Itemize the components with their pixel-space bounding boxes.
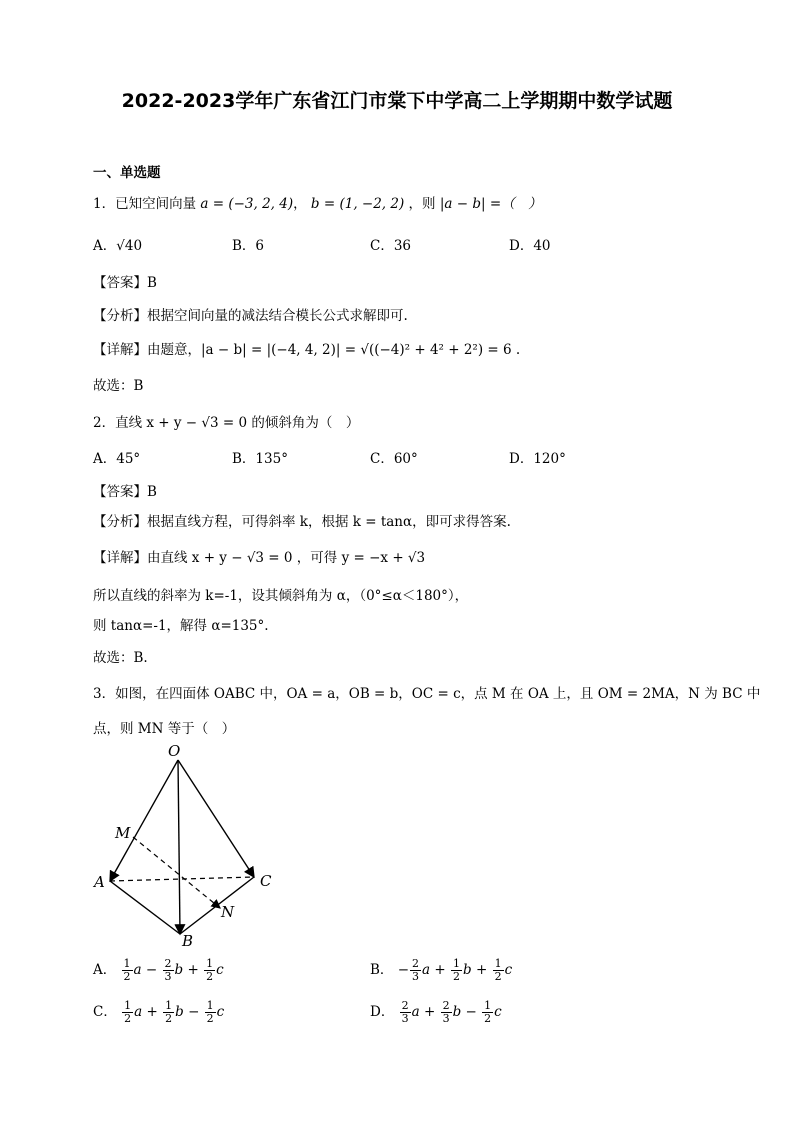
- frac: [400, 1000, 411, 1025]
- label-m: M: [115, 824, 131, 842]
- frac: [122, 1000, 133, 1025]
- frac-num: 2: [164, 957, 172, 970]
- q1-analysis: 【分析】根据空间向量的减法结合模长公式求解即可.: [93, 308, 408, 324]
- q2-analysis: 【分析】根据直线方程，可得斜率 k，根据 k = tanα，即可求得答案.: [93, 514, 511, 530]
- frac-den: 2: [453, 970, 460, 983]
- frac-num: 1: [123, 957, 131, 970]
- q1-option-b: B．6: [232, 238, 265, 254]
- frac-num: 1: [206, 957, 214, 970]
- sign: +: [146, 1004, 158, 1020]
- sign: −: [465, 1004, 477, 1020]
- frac-num: 1: [453, 957, 460, 970]
- q2-option-d: D．120°: [509, 451, 566, 467]
- frac-den: 2: [165, 1012, 173, 1025]
- edge-oa: [110, 760, 178, 881]
- vec-b: b: [175, 1004, 184, 1020]
- q1-stem-a: 1．已知空间向量: [93, 196, 197, 212]
- q2-detail: 【详解】由直线 x + y − √3 = 0 ，可得 y = −x + √3: [93, 550, 426, 566]
- q1-option-d: D．40: [509, 238, 551, 254]
- edge-oc: [178, 760, 254, 877]
- vec-c: c: [494, 1004, 502, 1020]
- vec-a: a: [134, 1004, 143, 1020]
- q1-detail: 【详解】由题意，|a − b| = |(−4, 4, 2)| = √((−4)² + 4² + 2²) = 6 .: [93, 342, 521, 358]
- frac-den: 2: [206, 1012, 214, 1025]
- frac: [493, 958, 504, 983]
- q3-option-c: [93, 1000, 224, 1025]
- q3-option-a: [93, 958, 224, 983]
- vec-c: c: [504, 962, 513, 978]
- q3-stem-2: 点，则 MN 等于（ ）: [93, 721, 236, 737]
- vector-mn: [133, 837, 220, 908]
- frac: [410, 958, 421, 983]
- q1-option-c: C．36: [370, 238, 412, 254]
- q1-choose: 故选：B: [93, 378, 144, 394]
- frac-den: 2: [494, 970, 502, 983]
- section-heading: 一、单选题: [93, 165, 161, 181]
- frac-den: 3: [401, 1012, 409, 1025]
- vec-c: c: [216, 962, 224, 978]
- frac-num: 2: [412, 957, 420, 970]
- vec-c: c: [216, 1004, 225, 1020]
- q2-option-b: B．135°: [232, 451, 288, 467]
- frac: [441, 1000, 452, 1025]
- q1-vector-a: a = (−3, 2, 4): [200, 196, 294, 212]
- sign: +: [187, 962, 199, 978]
- sign: +: [475, 962, 488, 978]
- q3-option-b: [370, 958, 512, 983]
- frac: [451, 958, 462, 983]
- q1-answer: 【答案】B: [93, 275, 157, 291]
- frac: [205, 1000, 216, 1025]
- label-a: A: [94, 873, 105, 891]
- sign: −: [145, 962, 158, 978]
- frac-den: 3: [412, 970, 420, 983]
- frac-num: 1: [494, 957, 502, 970]
- vec-a: a: [133, 962, 142, 978]
- page-title: 2022-2023学年广东省江门市棠下中学高二上学期期中数学试题: [121, 90, 673, 112]
- frac-num: 1: [124, 999, 132, 1012]
- frac-num: 1: [165, 999, 173, 1012]
- frac-num: 2: [442, 999, 450, 1012]
- vec-b: b: [452, 1004, 462, 1020]
- frac: [482, 1000, 493, 1025]
- frac-num: 1: [206, 999, 214, 1012]
- q3-option-d-label: D．: [370, 1004, 395, 1020]
- vec-a: a: [411, 1004, 420, 1020]
- label-b: B: [182, 932, 194, 950]
- q3-option-d: [370, 1000, 502, 1025]
- vec-a: a: [422, 962, 431, 978]
- vec-b: b: [463, 962, 472, 978]
- q2-option-c: C．60°: [370, 451, 418, 467]
- frac-den: 2: [484, 1012, 492, 1025]
- q1-option-a: A．√40: [93, 238, 143, 254]
- sign: +: [434, 962, 446, 978]
- frac-den: 2: [123, 970, 131, 983]
- q1-stem-b: ，则: [408, 196, 436, 212]
- frac-den: 2: [206, 970, 214, 983]
- q3-option-a-label: A．: [93, 962, 117, 978]
- edge-ab: [110, 881, 180, 934]
- q3-option-b-label: B．: [370, 962, 394, 978]
- q2-option-a: A．45°: [93, 451, 141, 467]
- q1-vector-b: b = (1, −2, 2): [310, 196, 405, 212]
- sign: −: [188, 1004, 200, 1020]
- vec-b: b: [174, 962, 184, 978]
- q2-stem: 2．直线 x + y − √3 = 0 的倾斜角为（ ）: [93, 415, 360, 431]
- tetrahedron-figure: [88, 738, 288, 950]
- sign: +: [423, 1004, 436, 1020]
- sign: −: [397, 962, 410, 978]
- q2-line1: 所以直线的斜率为 k=-1，设其倾斜角为 α，（0°≤α＜180°），: [93, 588, 469, 604]
- frac-num: 1: [484, 999, 492, 1012]
- q2-answer: 【答案】B: [93, 484, 157, 500]
- edge-ob: [178, 760, 180, 934]
- frac-den: 2: [124, 1012, 132, 1025]
- q2-line2: 则 tanα=-1，解得 α=135°.: [93, 618, 269, 634]
- q1-stem: 1．已知空间向量 a = (−3, 2, 4)， b = (1, −2, 2) ，则 |a − b| =（ ）: [93, 196, 542, 212]
- frac-den: 3: [442, 1012, 450, 1025]
- label-n: N: [221, 903, 235, 921]
- q3-option-c-label: C．: [93, 1004, 117, 1020]
- frac-den: 3: [164, 970, 172, 983]
- q1-abs-expr: |a − b| =（ ）: [439, 196, 542, 212]
- frac: [204, 958, 215, 983]
- q3-stem-1: 3．如图，在四面体 OABC 中，OA = a，OB = b，OC = c，点 M 在 OA 上，且 OM = 2MA，N 为 BC 中: [93, 686, 761, 702]
- label-o: O: [168, 742, 181, 760]
- frac: [122, 958, 133, 983]
- frac: [163, 1000, 174, 1025]
- frac: [163, 958, 174, 983]
- frac-num: 2: [401, 999, 409, 1012]
- label-c: C: [260, 872, 272, 890]
- q2-choose: 故选：B.: [93, 650, 148, 666]
